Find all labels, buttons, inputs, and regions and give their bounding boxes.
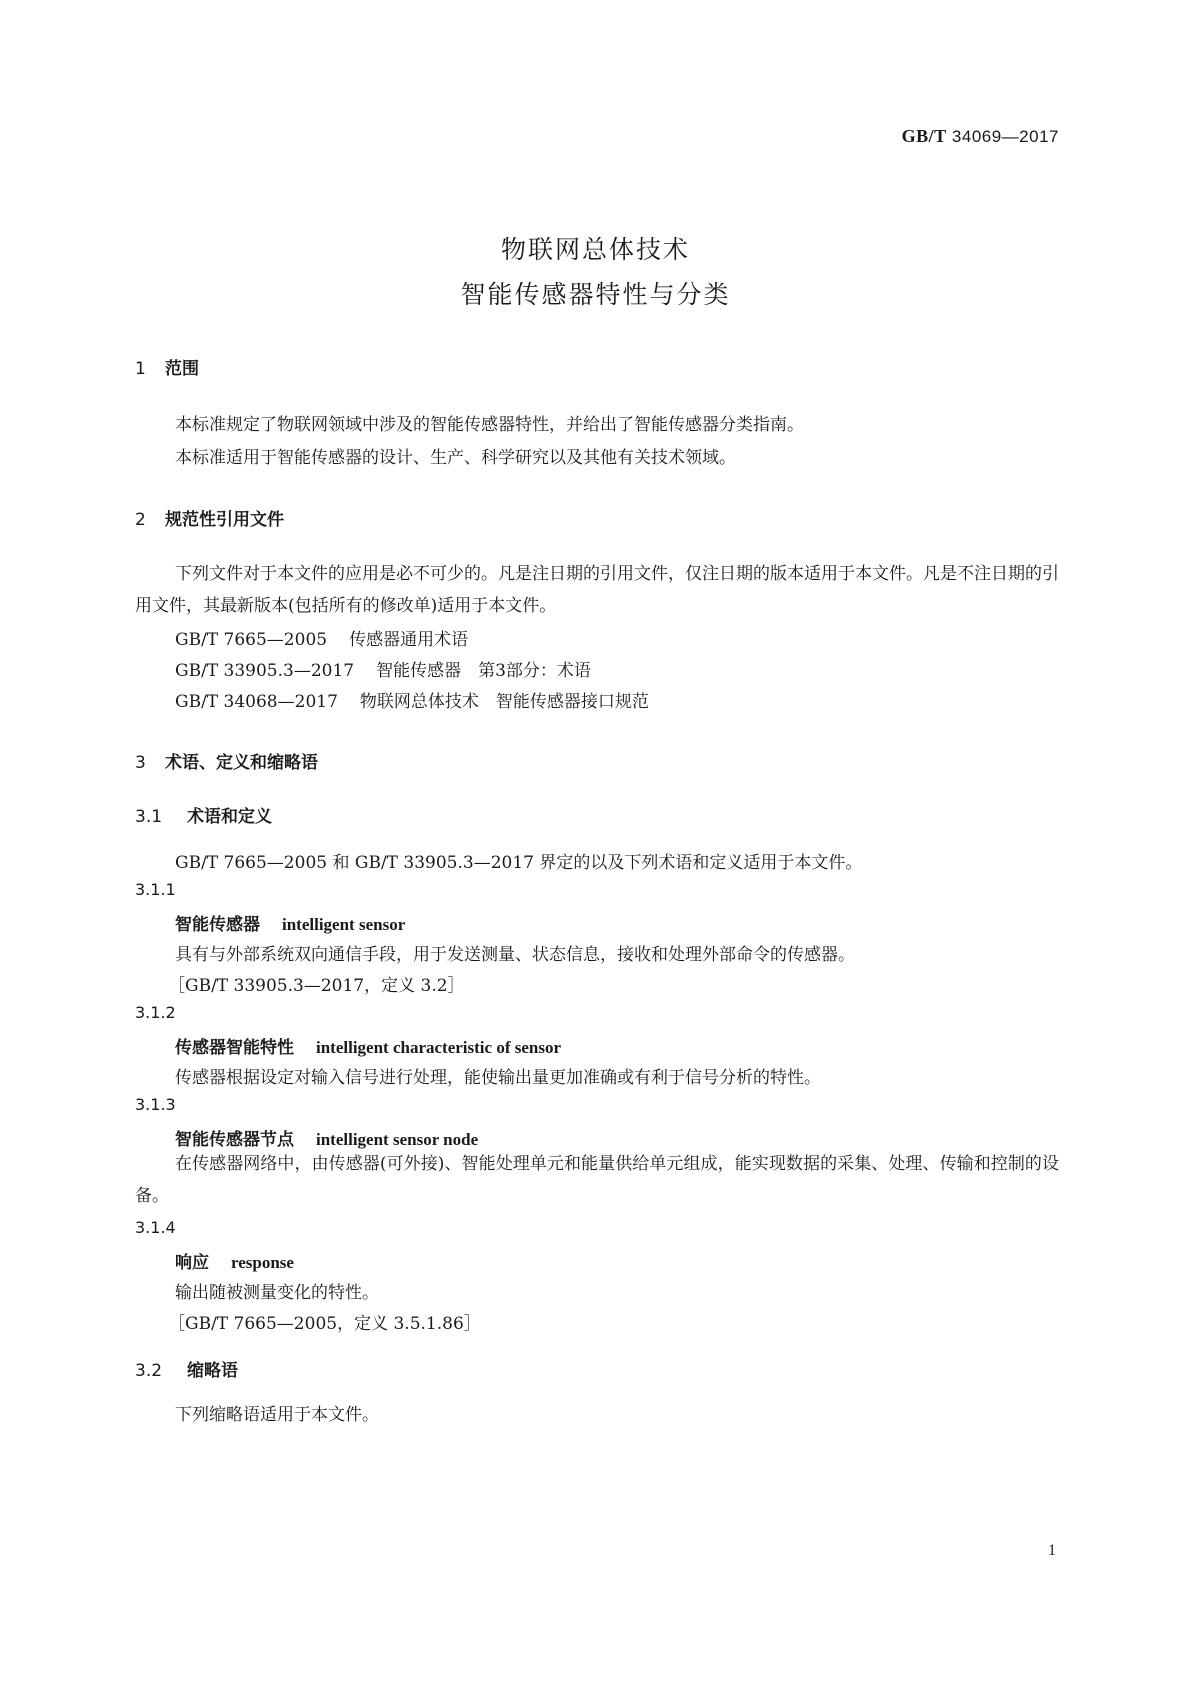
term-number: 3.1.2 [135,1003,176,1022]
term-heading: 智能传感器 intelligent sensor [175,915,406,935]
section-3-heading: 3 术语、定义和缩略语 [135,753,318,773]
term-number: 3.1.4 [135,1218,176,1237]
term-definition: 具有与外部系统双向通信手段，用于发送测量、状态信息，接收和处理外部命令的传感器。 [175,945,855,965]
term-definition: 在传感器网络中，由传感器(可外接)、智能处理单元和能量供给单元组成，能实现数据的采集、处理、传输和控制的设备。 [135,1154,1059,1206]
section-1-heading: 1 范围 [135,359,199,379]
reference-item: GB/T 7665—2005 传感器通用术语 [175,630,469,650]
section-2-paragraph: 下列文件对于本文件的应用是必不可少的。凡是注日期的引用文件，仅注日期的版本适用于本文件。凡是不注日期的引用文件，其最新版本(包括所有的修改单)适用于本文件。 [135,564,1059,616]
section-2-heading: 2 规范性引用文件 [135,510,284,530]
reference-item: GB/T 33905.3—2017 智能传感器 第3部分：术语 [175,661,591,681]
term-source: ［GB/T 33905.3—2017，定义 3.2］ [168,976,465,996]
section-3-1-heading: 3.1 术语和定义 [135,807,272,827]
term-number: 3.1.3 [135,1095,176,1114]
term-definition: 传感器根据设定对输入信号进行处理，能使输出量更加准确或有利于信号分析的特性。 [175,1068,821,1088]
section-3-1-paragraph: GB/T 7665—2005 和 GB/T 33905.3—2017 界定的以及下列术语和定义适用于本文件。 [175,853,863,873]
term-source: ［GB/T 7665—2005，定义 3.5.1.86］ [168,1314,481,1334]
section-1-paragraph-2: 本标准适用于智能传感器的设计、生产、科学研究以及其他有关技术领域。 [175,448,736,468]
term-heading: 响应 response [175,1253,294,1273]
document-title-line2: 智能传感器特性与分类 [460,280,731,309]
term-heading: 传感器智能特性 intelligent characteristic of sensor [175,1038,562,1058]
standard-code: GB/T 34069—2017 [901,126,1059,146]
section-1-paragraph-1: 本标准规定了物联网领域中涉及的智能传感器特性，并给出了智能传感器分类指南。 [175,415,804,435]
section-3-2-paragraph: 下列缩略语适用于本文件。 [175,1405,379,1425]
term-heading: 智能传感器节点 intelligent sensor node [175,1130,479,1150]
term-definition: 输出随被测量变化的特性。 [175,1283,379,1303]
reference-item: GB/T 34068—2017 物联网总体技术 智能传感器接口规范 [175,692,649,712]
document-title-line1: 物联网总体技术 [500,235,690,264]
page-number: 1 [1048,1542,1056,1559]
term-number: 3.1.1 [135,880,176,899]
section-3-2-heading: 3.2 缩略语 [135,1361,238,1381]
